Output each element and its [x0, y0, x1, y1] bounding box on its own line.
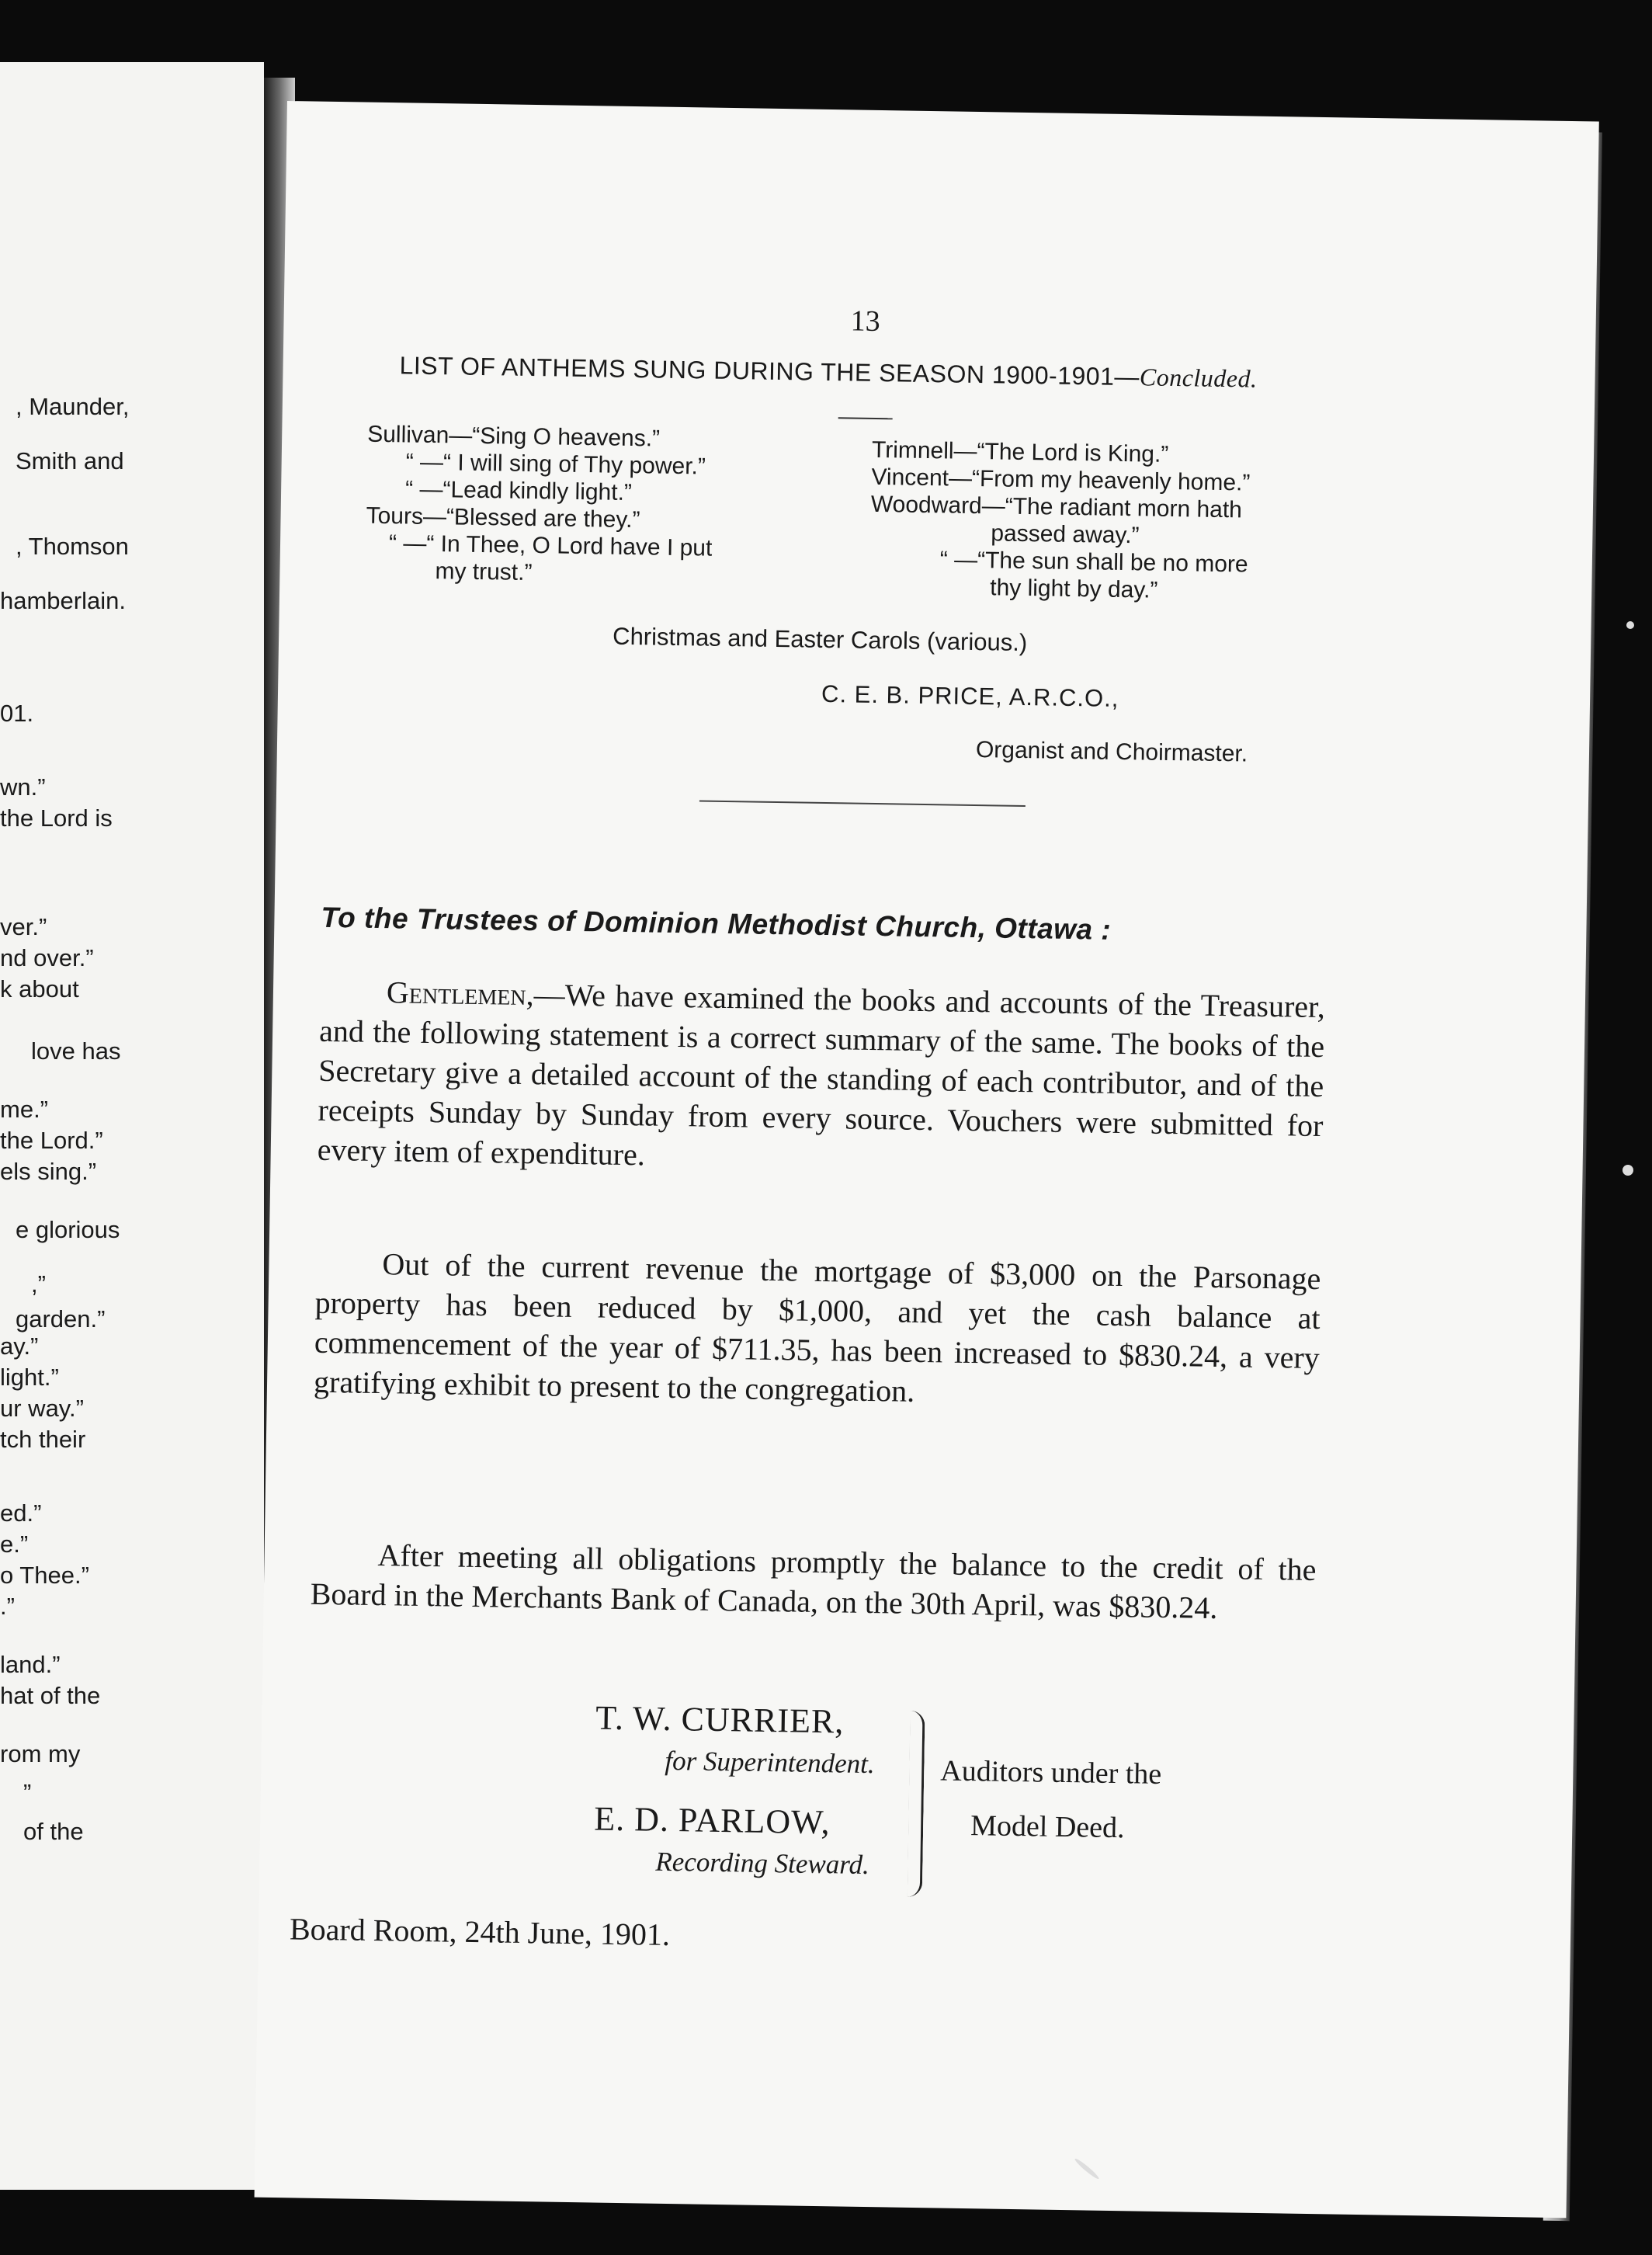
anthem-right-6: thy light by day.”: [990, 575, 1158, 603]
left-page-fragment: ver.”: [0, 913, 47, 940]
left-page-fragment: rom my: [0, 1740, 81, 1767]
left-page-fragment: , Thomson: [16, 533, 129, 560]
scan-speck: [1626, 621, 1634, 629]
signatory-1-role: for Superintendent.: [665, 1745, 876, 1780]
paragraph-2-text: Out of the current revenue the mortgage of $3,000 on the Parsonage property has been reduced by $1,000, and yet the cash balance at commencement of the year of $711.35, has been increased to $830.24, a very gratifying exhibit to present to the congregation.: [313, 1246, 1321, 1409]
left-page-fragment: tch their: [0, 1426, 86, 1453]
salutation: Gentlemen,: [386, 975, 535, 1013]
left-page-fragment: 01.: [0, 700, 34, 727]
letter-paragraph-2: [314, 1243, 1321, 1417]
left-page-fragment: k about: [0, 975, 79, 1002]
left-page-fragment: hat of the: [0, 1682, 101, 1709]
anthems-heading-italic: Concluded.: [1139, 363, 1258, 393]
left-page-fragment: els sing.”: [0, 1158, 97, 1185]
left-page-fragment: ,”: [31, 1270, 46, 1298]
letter-address: To the Trustees of Dominion Methodist Church, Ottawa :: [321, 901, 1112, 946]
carols-line: Christmas and Easter Carols (various.): [612, 622, 1028, 657]
left-page-fragment: ed.”: [0, 1499, 42, 1527]
left-page-fragment: e glorious: [16, 1216, 120, 1243]
short-rule: [838, 417, 893, 419]
anthem-left-5: “ —“ In Thee, O Lord have I put: [388, 530, 713, 561]
left-page-fragment: ay.”: [0, 1332, 39, 1360]
anthem-left-2: “ —“ I will sing of Thy power.”: [405, 449, 706, 480]
letter-paragraph-3: [310, 1534, 1316, 1629]
anthems-heading-text: LIST OF ANTHEMS SUNG DURING THE SEASON 1900-1901—: [399, 351, 1140, 391]
anthem-left-6: my trust.”: [435, 558, 533, 586]
left-page-fragment: ur way.”: [0, 1395, 84, 1422]
paragraph-1-text: —We have examined the books and accounts of the Treasurer, and the following statement is a correct summary of the same. The books of the Secretary give a detailed account of the standing of each contributor, and of the receipts Sunday by Sunday from every source. Vouchers were submitted for every item of expenditure.: [317, 977, 1326, 1173]
signatory-2-name: E. D. PARLOW,: [593, 1799, 831, 1842]
anthem-right-5: “ —“The sun shall be no more: [939, 547, 1248, 578]
anthem-right-2: Vincent—“From my heavenly home.”: [871, 464, 1251, 496]
anthem-left-3: “ —“Lead kindly light.”: [404, 476, 633, 506]
anthem-left-4: Tours—“Blessed are they.”: [366, 502, 640, 533]
left-page-fragment: , Maunder,: [16, 393, 130, 420]
left-page-fragment: of the: [23, 1818, 84, 1845]
left-page-fragment: Smith and: [16, 447, 124, 474]
left-page-fragment: the Lord is: [0, 804, 113, 832]
anthem-left-1: Sullivan—“Sing O heavens.”: [367, 421, 661, 452]
left-page-fragment: garden.”: [16, 1305, 106, 1332]
scan-speck: [1622, 1165, 1633, 1176]
signatory-1-name: T. W. CURRIER,: [595, 1698, 845, 1741]
left-page-fragment: ”: [23, 1779, 32, 1806]
left-page-fragment: land.”: [0, 1651, 61, 1678]
left-page-fragment: light.”: [0, 1364, 59, 1391]
auditors-line-1: Auditors under the: [939, 1754, 1162, 1791]
left-page-fragment: .”: [0, 1593, 15, 1620]
organist-name: C. E. B. PRICE, A.R.C.O.,: [821, 679, 1119, 712]
paragraph-3-text: After meeting all obligations promptly the balance to the credit of the Board in the Merchants Bank of Canada, on the 30th April, was $830.24.: [310, 1538, 1317, 1626]
anthems-heading: [399, 351, 1257, 393]
letter-paragraph-1: [317, 971, 1325, 1185]
section-rule: [699, 800, 1026, 807]
left-page-fragment: me.”: [0, 1096, 48, 1123]
right-page: [255, 101, 1599, 2218]
signatory-2-role: Recording Steward.: [655, 1846, 870, 1881]
left-page-fragment: o Thee.”: [0, 1562, 89, 1589]
auditors-line-2: Model Deed.: [970, 1809, 1125, 1845]
signature-brace: [908, 1711, 925, 1897]
left-page-fragment: the Lord.”: [0, 1127, 103, 1154]
left-page-fragment: love has: [31, 1037, 121, 1065]
anthem-right-3: Woodward—“The radiant morn hath: [870, 491, 1243, 523]
anthem-right-1: Trimnell—“The Lord is King.”: [871, 436, 1169, 467]
page-number: 13: [850, 304, 880, 339]
anthem-right-4: passed away.”: [991, 520, 1140, 549]
left-page-fragment: e.”: [0, 1531, 29, 1558]
organist-title: Organist and Choirmaster.: [975, 737, 1248, 767]
left-page: [0, 62, 264, 2190]
dateline: Board Room, 24th June, 1901.: [289, 1911, 671, 1953]
left-page-fragment: wn.”: [0, 773, 46, 801]
left-page-fragment: hamberlain.: [0, 587, 126, 614]
left-page-fragment: nd over.”: [0, 944, 94, 971]
